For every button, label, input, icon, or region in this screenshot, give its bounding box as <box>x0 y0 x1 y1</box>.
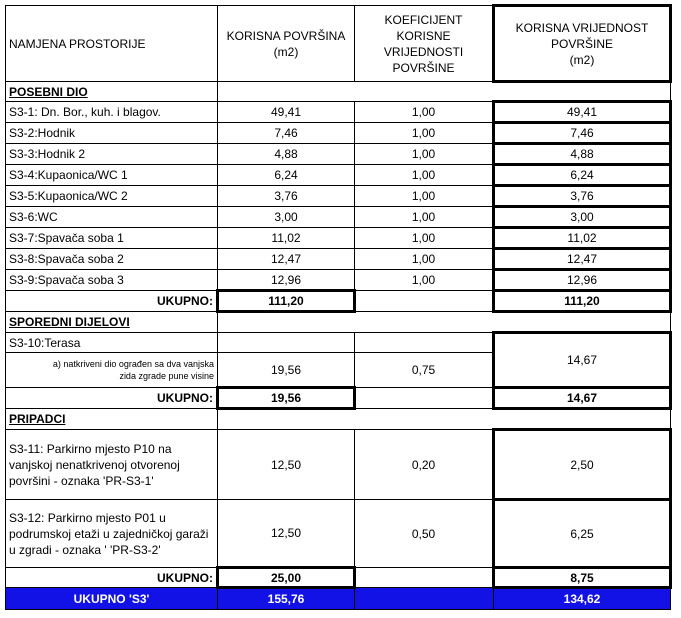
terrace-row <box>6 333 671 353</box>
header-row <box>6 6 671 82</box>
room-name: S3-9:Spavača soba 3 <box>6 270 218 291</box>
table-row <box>6 228 671 249</box>
room-area: 12,47 <box>218 249 355 270</box>
subtotal-area: 111,20 <box>218 291 355 312</box>
subtotal-label: UKUPNO: <box>6 388 218 409</box>
room-value: 11,02 <box>494 228 671 249</box>
header-usable-value-line2: POVRŠINE <box>550 36 613 51</box>
subtotal-coef-empty <box>355 568 494 588</box>
header-usable-value-line1: KORISNA VRIJEDNOST <box>515 20 649 35</box>
header-coefficient-line3: VRIJEDNOSTI <box>383 44 464 59</box>
room-value: 49,41 <box>494 102 671 123</box>
room-name: S3-1: Dn. Bor., kuh. i blagov. <box>6 102 218 123</box>
room-value: 3,76 <box>494 186 671 207</box>
room-coef: 1,00 <box>355 102 494 123</box>
section-sporedni-spacer <box>218 312 671 333</box>
terrace-value: 14,67 <box>494 333 671 388</box>
table-row <box>6 249 671 270</box>
section-pripadci-row <box>6 409 671 430</box>
room-area: 7,46 <box>218 123 355 144</box>
subtotal-label: UKUPNO: <box>6 291 218 312</box>
room-value: 12,96 <box>494 270 671 291</box>
table-row <box>6 186 671 207</box>
room-name: S3-7:Spavača soba 1 <box>6 228 218 249</box>
parking-area: 12,50 <box>218 500 355 568</box>
room-value: 12,47 <box>494 249 671 270</box>
section-title-sporedni: SPOREDNI DIJELOVI <box>6 312 218 333</box>
subtotal-coef-empty <box>355 388 494 409</box>
parking-area: 12,50 <box>218 430 355 500</box>
room-value: 3,00 <box>494 207 671 228</box>
header-usable-area <box>218 6 355 82</box>
table-row <box>6 165 671 186</box>
subtotal-row-sporedni <box>6 388 671 409</box>
subtotal-value: 111,20 <box>494 291 671 312</box>
terrace-sub-description <box>6 353 218 388</box>
room-name: S3-2:Hodnik <box>6 123 218 144</box>
room-name: S3-6:WC <box>6 207 218 228</box>
terrace-name: S3-10:Terasa <box>6 333 218 353</box>
area-table <box>5 4 672 610</box>
terrace-area-top <box>218 333 355 353</box>
header-usable-value-line3: (m2) <box>569 52 595 67</box>
terrace-coef-top <box>355 333 494 353</box>
room-area: 6,24 <box>218 165 355 186</box>
subtotal-coef-empty <box>355 291 494 312</box>
header-usable-value <box>494 6 671 82</box>
parking-coef: 0,50 <box>355 500 494 568</box>
parking-value: 2,50 <box>494 430 671 500</box>
parking-coef: 0,20 <box>355 430 494 500</box>
room-value: 4,88 <box>494 144 671 165</box>
room-coef: 1,00 <box>355 249 494 270</box>
room-area: 4,88 <box>218 144 355 165</box>
room-area: 3,76 <box>218 186 355 207</box>
grand-total-value: 134,62 <box>494 588 671 610</box>
header-coefficient-line1: KOEFICIJENT <box>384 12 463 27</box>
room-area: 49,41 <box>218 102 355 123</box>
room-coef: 1,00 <box>355 186 494 207</box>
terrace-sub-line2: zida zgrade pune visine <box>119 371 214 381</box>
room-area: 12,96 <box>218 270 355 291</box>
grand-total-area: 155,76 <box>218 588 355 610</box>
section-posebni-row <box>6 82 671 102</box>
room-value: 6,24 <box>494 165 671 186</box>
room-coef: 1,00 <box>355 270 494 291</box>
room-name: S3-8:Spavača soba 2 <box>6 249 218 270</box>
room-coef: 1,00 <box>355 207 494 228</box>
table-row <box>6 102 671 123</box>
header-usable-area-line2: (m2) <box>273 44 299 59</box>
room-area: 11,02 <box>218 228 355 249</box>
room-value: 7,46 <box>494 123 671 144</box>
table-row <box>6 500 671 568</box>
section-sporedni-row <box>6 312 671 333</box>
section-posebni-spacer <box>218 82 671 102</box>
header-room-purpose-label: NAMJENA PROSTORIJE <box>9 36 146 51</box>
header-usable-area-line1: KORISNA POVRŠINA <box>226 28 346 43</box>
room-area: 3,00 <box>218 207 355 228</box>
header-room-purpose <box>6 6 218 82</box>
room-coef: 1,00 <box>355 123 494 144</box>
section-title-posebni: POSEBNI DIO <box>6 82 218 102</box>
subtotal-area: 25,00 <box>218 568 355 588</box>
subtotal-value: 14,67 <box>494 388 671 409</box>
subtotal-area: 19,56 <box>218 388 355 409</box>
section-pripadci-spacer <box>218 409 671 430</box>
room-name: S3-5:Kupaonica/WC 2 <box>6 186 218 207</box>
terrace-coef: 0,75 <box>355 353 494 388</box>
grand-total-coef-empty <box>355 588 494 610</box>
table-row <box>6 123 671 144</box>
room-coef: 1,00 <box>355 144 494 165</box>
table-row <box>6 430 671 500</box>
grand-total-label: UKUPNO 'S3' <box>6 588 218 610</box>
room-coef: 1,00 <box>355 228 494 249</box>
subtotal-value: 8,75 <box>494 568 671 588</box>
terrace-sub-line1: a) natkriveni dio ograđen sa dva vanjska <box>52 359 214 369</box>
parking-value: 6,25 <box>494 500 671 568</box>
parking-name: S3-11: Parkirno mjesto P10 na vanjskoj nenatkrivenoj otvorenoj površini - oznaka 'PR-S3-1' <box>6 430 218 500</box>
header-coefficient <box>355 6 494 82</box>
subtotal-label: UKUPNO: <box>6 568 218 588</box>
header-coefficient-line4: POVRŠINE <box>392 60 455 75</box>
subtotal-row-pripadci <box>6 568 671 588</box>
section-title-pripadci: PRIPADCI <box>6 409 218 430</box>
terrace-area: 19,56 <box>218 353 355 388</box>
table-row <box>6 207 671 228</box>
table-row <box>6 144 671 165</box>
room-name: S3-4:Kupaonica/WC 1 <box>6 165 218 186</box>
table-row <box>6 270 671 291</box>
grand-total-row <box>6 588 671 610</box>
room-name: S3-3:Hodnik 2 <box>6 144 218 165</box>
parking-name: S3-12: Parkirno mjesto P01 u podrumskoj etaži u zajedničkoj garaži u zgradi - oznaka ' 'PR-S3-2' <box>6 500 218 568</box>
room-coef: 1,00 <box>355 165 494 186</box>
header-coefficient-line2: KORISNE <box>396 28 451 43</box>
subtotal-row-posebni <box>6 291 671 312</box>
